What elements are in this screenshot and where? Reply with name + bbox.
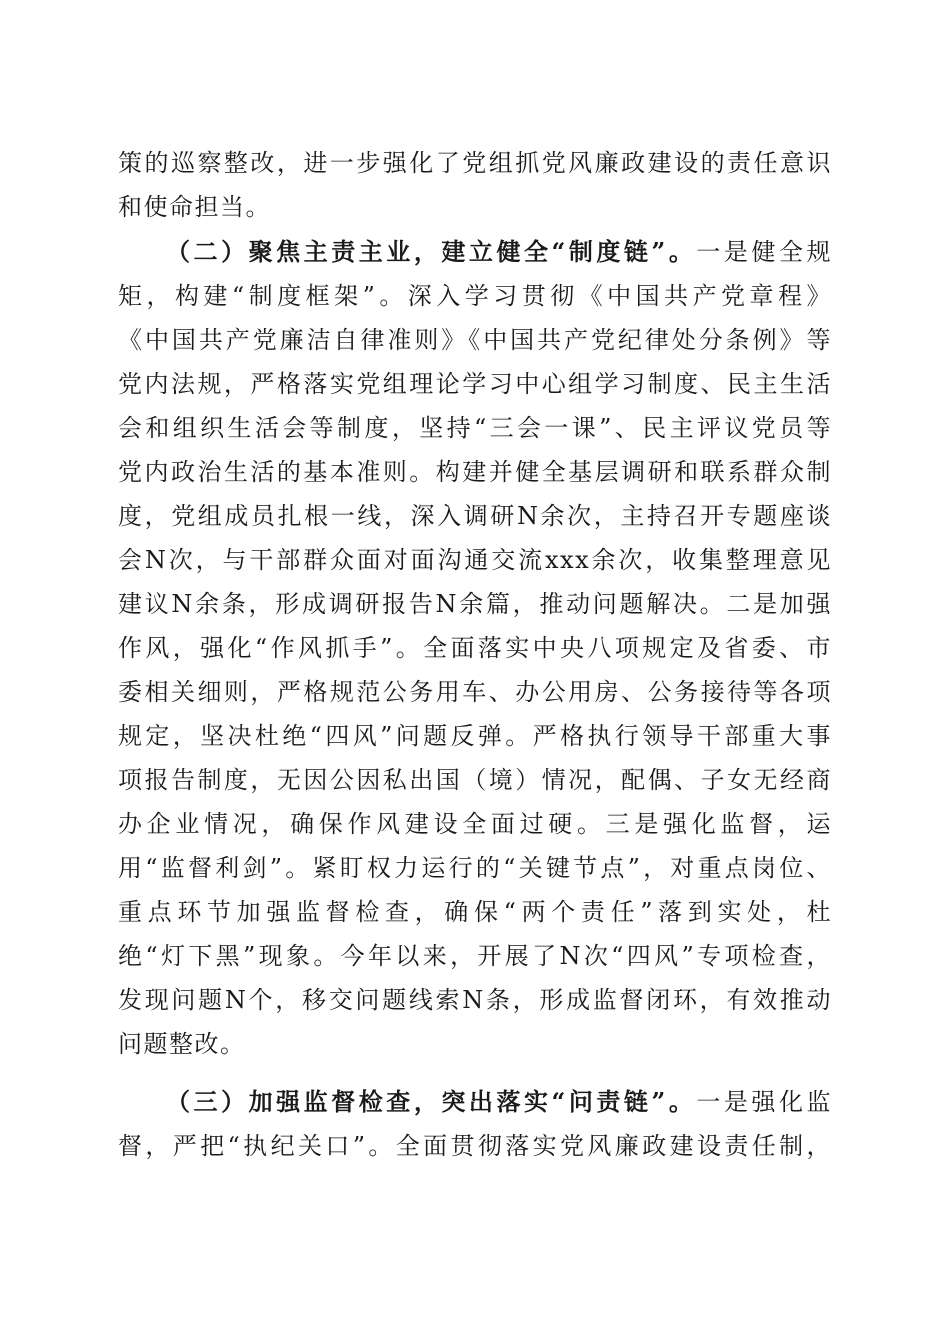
line-text: 矩，构建“制度框架”。深入学习贯彻《中国共产党章程》 — [118, 282, 832, 310]
text-line — [118, 141, 832, 185]
section-heading: （三）加强监督检查，突出落实“问责链”。 — [166, 1087, 697, 1116]
text-line — [118, 1022, 832, 1066]
line-text: 度，党组成员扎根一线，深入调研N余次，主持召开专题座谈 — [118, 502, 832, 530]
line-text: 一是健全规 — [696, 238, 833, 266]
line-text: 策的巡察整改，进一步强化了党组抓党风廉政建设的责任意识 — [118, 149, 832, 177]
text-line — [118, 802, 832, 846]
line-text: 党内法规，严格落实党组理论学习中心组学习制度、民主生活 — [118, 370, 832, 398]
line-text: 发现问题N个，移交问题线索N条，形成监督闭环，有效推动 — [118, 986, 832, 1014]
text-line — [118, 758, 832, 802]
text-line — [118, 406, 832, 450]
line-text: 一是强化监 — [696, 1088, 833, 1116]
line-text: 问题整改。 — [118, 1030, 246, 1058]
line-text: 项报告制度，无因公因私出国（境）情况，配偶、子女无经商 — [118, 766, 832, 794]
line-text: 《中国共产党廉洁自律准则》《中国共产党纪律处分条例》等 — [118, 326, 832, 354]
text-line — [118, 362, 832, 406]
line-text: 会和组织生活会等制度，坚持“三会一课”、民主评议党员等 — [118, 414, 832, 442]
text-line — [118, 494, 832, 538]
line-text: 督，严把“执纪关口”。全面贯彻落实党风廉政建设责任制， — [118, 1132, 832, 1160]
text-line — [118, 450, 832, 494]
line-text: 会N次，与干部群众面对面沟通交流xxx余次，收集整理意见 — [118, 546, 832, 574]
line-text: 办企业情况，确保作风建设全面过硬。三是强化监督，运 — [118, 810, 832, 838]
text-line — [118, 670, 832, 714]
section-heading-line — [166, 230, 832, 274]
section-heading: （二）聚焦主责主业，建立健全“制度链”。 — [166, 237, 697, 266]
line-text: 党内政治生活的基本准则。构建并健全基层调研和联系群众制 — [118, 458, 832, 486]
text-line — [118, 890, 832, 934]
line-text: 委相关细则，严格规范公务用车、办公用房、公务接待等各项 — [118, 678, 832, 706]
line-text: 规定，坚决杜绝“四风”问题反弹。严格执行领导干部重大事 — [118, 722, 832, 750]
line-text: 重点环节加强监督检查，确保“两个责任”落到实处，杜 — [118, 898, 832, 926]
text-line — [118, 1124, 832, 1168]
line-text: 建议N余条，形成调研报告N余篇，推动问题解决。二是加强 — [118, 590, 832, 618]
line-text: 用“监督利剑”。紧盯权力运行的“关键节点”，对重点岗位、 — [118, 854, 832, 882]
line-text: 和使命担当。 — [118, 193, 271, 221]
text-line — [118, 978, 832, 1022]
text-line — [118, 185, 832, 229]
text-line — [118, 714, 832, 758]
text-line — [118, 934, 832, 978]
text-line — [118, 846, 832, 890]
text-line — [118, 538, 832, 582]
text-line — [118, 318, 832, 362]
text-line — [118, 626, 832, 670]
text-line — [118, 274, 832, 318]
text-line — [118, 582, 832, 626]
section-heading-line — [166, 1080, 832, 1124]
line-text: 作风，强化“作风抓手”。全面落实中央八项规定及省委、市 — [118, 634, 832, 662]
line-text: 绝“灯下黑”现象。今年以来，开展了N次“四风”专项检查， — [118, 942, 832, 970]
